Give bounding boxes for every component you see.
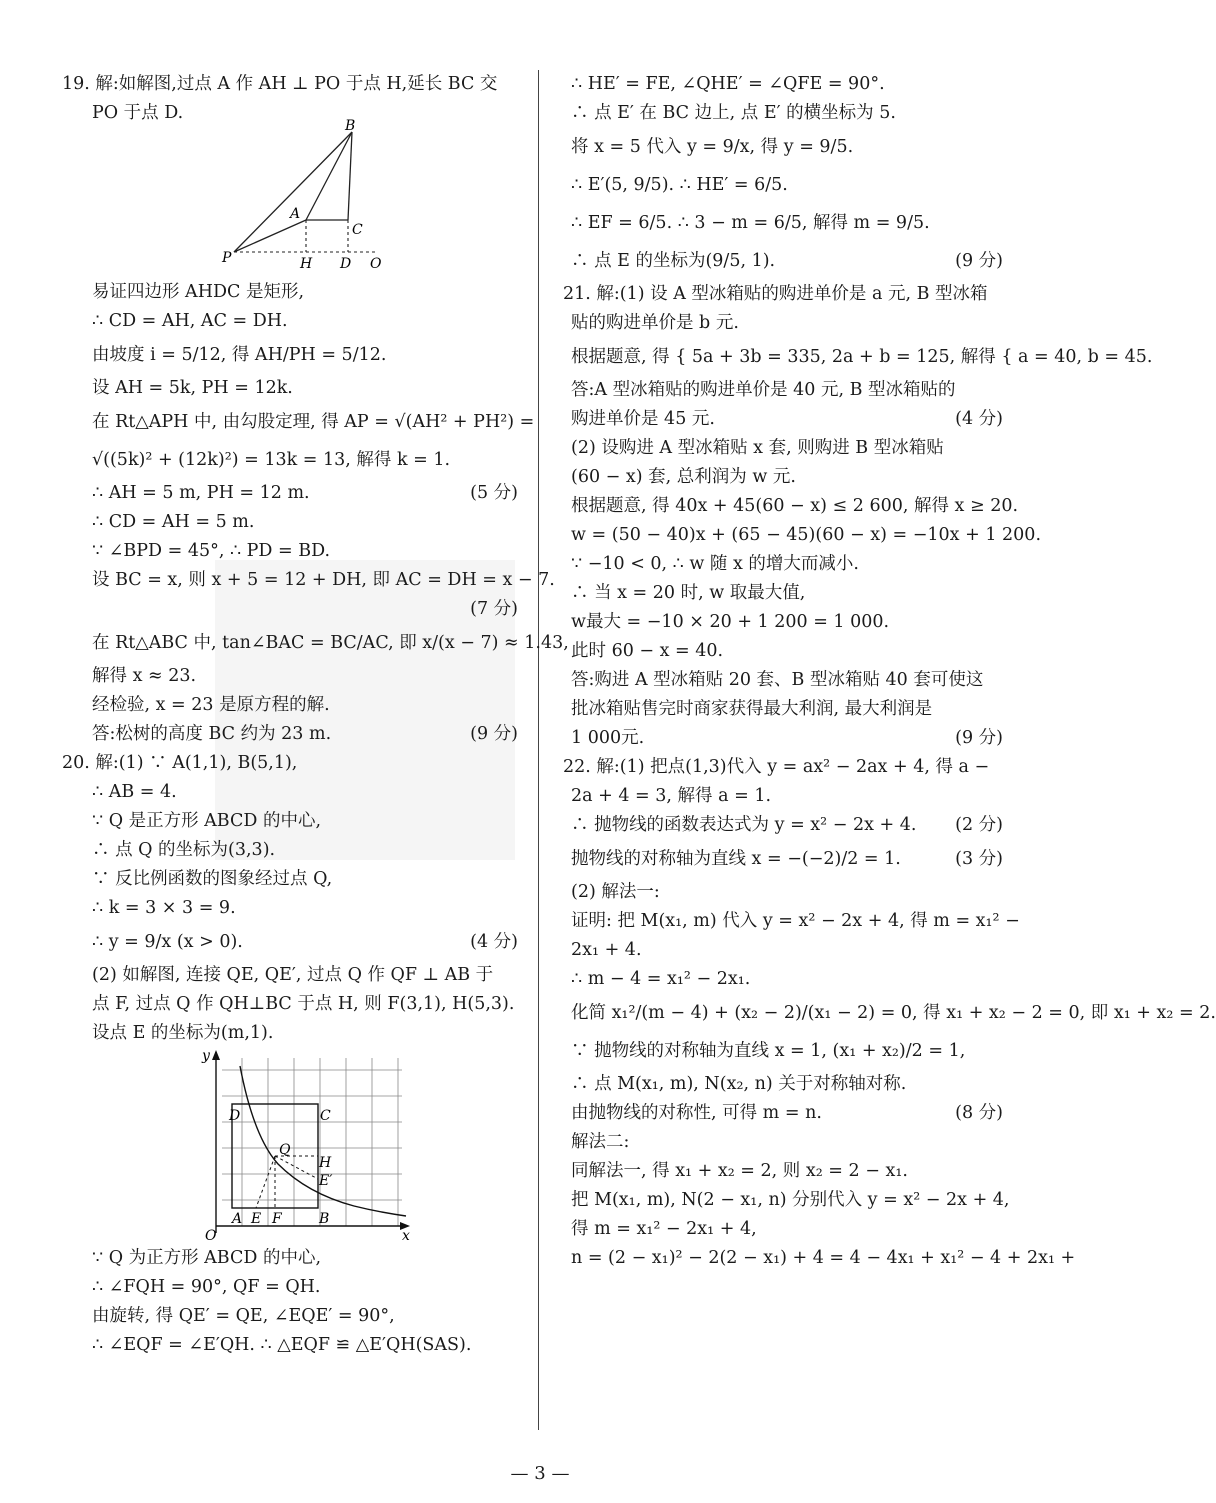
q20-line: ∴ 点 Q 的坐标为(3,3). bbox=[92, 840, 276, 860]
q21-line bbox=[563, 405, 1003, 434]
q21-line: ∴ 当 x = 20 时, w 取最大值, bbox=[571, 583, 806, 603]
fig19-label: O bbox=[370, 256, 382, 272]
q22-line: 把 M(x₁, m), N(2 − x₁, n) 分别代入 y = x² − 2x + 4, bbox=[571, 1190, 1010, 1210]
q20-line: ∴ k = 3 × 3 = 9. bbox=[92, 898, 236, 918]
score-badge: (9 分) bbox=[955, 728, 1003, 748]
q22-line: 22. 解:(1) 把点(1,3)代入 y = ax² − 2ax + 4, 得 a − bbox=[563, 757, 990, 777]
fig20-label: D bbox=[229, 1108, 241, 1124]
q20-line: 由旋转, 得 QE′ = QE, ∠EQE′ = 90°, bbox=[92, 1306, 395, 1326]
q20-line: ∴ HE′ = FE, ∠QHE′ = ∠QFE = 90°. bbox=[571, 74, 885, 94]
q19-line: ∵ ∠BPD = 45°, ∴ PD = BD. bbox=[92, 541, 331, 561]
q20-line: ∴ ∠EQF = ∠E′QH. ∴ △EQF ≌ △E′QH(SAS). bbox=[92, 1335, 472, 1355]
figure-19 bbox=[62, 118, 518, 278]
q22-line bbox=[563, 1099, 1003, 1128]
q22-line bbox=[563, 811, 1003, 840]
q22-line: 同解法一, 得 x₁ + x₂ = 2, 则 x₂ = 2 − x₁. bbox=[571, 1161, 908, 1181]
q22-line bbox=[563, 840, 1003, 878]
q19-line: 易证四边形 AHDC 是矩形, bbox=[92, 282, 305, 302]
fig19-label: B bbox=[345, 118, 356, 134]
fig19-label: H bbox=[300, 256, 313, 272]
q22-text: 由抛物线的对称性, 可得 m = n. bbox=[571, 1103, 822, 1123]
fig20-label: E′ bbox=[319, 1173, 333, 1189]
q20-line: 点 F, 过点 Q 作 QH⊥BC 于点 H, 则 F(3,1), H(5,3). bbox=[92, 994, 515, 1014]
score-badge: (7 分) bbox=[470, 599, 518, 619]
q22-line: 2x₁ + 4. bbox=[571, 940, 642, 960]
q19-line: ∴ CD = AH = 5 m. bbox=[92, 512, 255, 532]
q22-line: 化简 x₁²/(m − 4) + (x₂ − 2)/(x₁ − 2) = 0, 得 x₁ + x₂ − 2 = 0, 即 x₁ + x₂ = 2. bbox=[571, 1003, 1216, 1023]
q20-line: ∵ 反比例函数的图象经过点 Q, bbox=[92, 869, 333, 889]
q19-line: 在 Rt△ABC 中, tan∠BAC = BC/AC, 即 x/(x − 7) ≈ 1.43, bbox=[92, 633, 569, 653]
column-divider bbox=[538, 70, 539, 1430]
q20-line: ∴ ∠FQH = 90°, QF = QH. bbox=[92, 1277, 321, 1297]
q22-text: 抛物线的对称轴为直线 x = −(−2)/2 = 1. bbox=[571, 849, 901, 869]
q19-line: 解得 x ≈ 23. bbox=[92, 666, 197, 686]
q22-line: 解法二: bbox=[571, 1132, 630, 1152]
fig20-label: C bbox=[320, 1108, 331, 1124]
q20-line: 将 x = 5 代入 y = 9/x, 得 y = 9/5. bbox=[571, 137, 854, 157]
q20-line: ∴ E′(5, 9/5). ∴ HE′ = 6/5. bbox=[571, 175, 788, 195]
q19-line: √((5k)² + (12k)²) = 13k = 13, 解得 k = 1. bbox=[92, 450, 451, 470]
q21-line: 根据题意, 得 40x + 45(60 − x) ≤ 2 600, 解得 x ≥ 20. bbox=[571, 496, 1019, 516]
q20-line bbox=[563, 242, 1003, 280]
score-badge: (9 分) bbox=[955, 251, 1003, 271]
q22-line: (2) 解法一: bbox=[571, 882, 660, 902]
fig20-label: y bbox=[202, 1048, 210, 1064]
fig20-label: O bbox=[205, 1228, 217, 1244]
q20-text: ∴ 点 E 的坐标为(9/5, 1). bbox=[571, 251, 776, 271]
q21-line: 21. 解:(1) 设 A 型冰箱贴的购进单价是 a 元, B 型冰箱 bbox=[563, 284, 988, 304]
q19-line bbox=[62, 595, 518, 624]
q22-line: ∵ 抛物线的对称轴为直线 x = 1, (x₁ + x₂)/2 = 1, bbox=[571, 1041, 966, 1061]
q20-line: ∵ Q 为正方形 ABCD 的中心, bbox=[92, 1248, 322, 1268]
q20-line: ∴ 点 E′ 在 BC 边上, 点 E′ 的横坐标为 5. bbox=[571, 103, 896, 123]
q22-line: ∴ m − 4 = x₁² − 2x₁. bbox=[571, 969, 751, 989]
q19-line: 在 Rt△APH 中, 由勾股定理, 得 AP = √(AH² + PH²) = bbox=[92, 412, 535, 432]
q21-line bbox=[563, 724, 1003, 753]
q21-line: w = (50 − 40)x + (65 − 45)(60 − x) = −10x + 1 200. bbox=[571, 525, 1042, 545]
q21-line: 根据题意, 得 { 5a + 3b = 335, 2a + b = 125, 解得 { a = 40, b = 45. bbox=[571, 347, 1153, 367]
figure-20-svg bbox=[62, 1048, 518, 1244]
score-badge: (8 分) bbox=[955, 1103, 1003, 1123]
fig20-label: Q bbox=[279, 1142, 291, 1158]
q19-line: 由坡度 i = 5/12, 得 AH/PH = 5/12. bbox=[92, 345, 387, 365]
q21-line: 此时 60 − x = 40. bbox=[571, 641, 724, 661]
q20-text: ∴ y = 9/x (x > 0). bbox=[92, 932, 243, 952]
q22-line: 证明: 把 M(x₁, m) 代入 y = x² − 2x + 4, 得 m = x₁² − bbox=[571, 911, 1020, 931]
q21-text: 购进单价是 45 元. bbox=[571, 409, 715, 429]
fig20-label: E bbox=[251, 1211, 262, 1227]
fig20-label: B bbox=[319, 1211, 330, 1227]
q21-line: ∵ −10 < 0, ∴ w 随 x 的增大而减小. bbox=[571, 554, 859, 574]
fig19-label: A bbox=[290, 206, 301, 222]
fig20-label: A bbox=[232, 1211, 243, 1227]
q21-line: 答:A 型冰箱贴的购进单价是 40 元, B 型冰箱贴的 bbox=[571, 380, 956, 400]
fig20-label: x bbox=[402, 1228, 410, 1244]
q21-text: 1 000元. bbox=[571, 728, 645, 748]
fig20-label: F bbox=[272, 1211, 282, 1227]
q21-line: w最大 = −10 × 20 + 1 200 = 1 000. bbox=[571, 612, 890, 632]
q20-line: 20. 解:(1) ∵ A(1,1), B(5,1), bbox=[62, 753, 298, 773]
q21-line: 答:购进 A 型冰箱贴 20 套、B 型冰箱贴 40 套可使这 bbox=[571, 670, 984, 690]
fig20-label: H bbox=[319, 1155, 332, 1171]
q19-line: 设 AH = 5k, PH = 12k. bbox=[92, 378, 293, 398]
fig19-label: P bbox=[222, 250, 232, 266]
q22-line: 2a + 4 = 3, 解得 a = 1. bbox=[571, 786, 772, 806]
score-badge: (4 分) bbox=[470, 932, 518, 952]
q22-text: ∴ 抛物线的函数表达式为 y = x² − 2x + 4. bbox=[571, 815, 917, 835]
page-number: — 3 — bbox=[510, 1463, 570, 1484]
right-column bbox=[563, 70, 1216, 1273]
fig19-label: D bbox=[340, 256, 352, 272]
q22-line: n = (2 − x₁)² − 2(2 − x₁) + 4 = 4 − 4x₁ + x₁² − 4 + 2x₁ + bbox=[571, 1248, 1076, 1268]
left-column bbox=[62, 70, 569, 1360]
q19-line: 设 BC = x, 则 x + 5 = 12 + DH, 即 AC = DH = x − 7. bbox=[92, 570, 555, 590]
figure-20 bbox=[62, 1048, 518, 1244]
q19-line: ∴ CD = AH, AC = DH. bbox=[92, 311, 288, 331]
q19-line: 经检验, x = 23 是原方程的解. bbox=[92, 695, 330, 715]
q21-line: (2) 设购进 A 型冰箱贴 x 套, 则购进 B 型冰箱贴 bbox=[571, 438, 944, 458]
q20-line: ∴ EF = 6/5. ∴ 3 − m = 6/5, 解得 m = 9/5. bbox=[571, 213, 930, 233]
q19-line bbox=[62, 720, 518, 749]
q20-line: (2) 如解图, 连接 QE, QE′, 过点 Q 作 QF ⊥ AB 于 bbox=[92, 965, 494, 985]
score-badge: (5 分) bbox=[470, 483, 518, 503]
fig19-label: C bbox=[352, 222, 363, 238]
q20-line: ∴ AB = 4. bbox=[92, 782, 177, 802]
score-badge: (2 分) bbox=[955, 815, 1003, 835]
q22-line: ∴ 点 M(x₁, m), N(x₂, n) 关于对称轴对称. bbox=[571, 1074, 907, 1094]
q20-line: ∵ Q 是正方形 ABCD 的中心, bbox=[92, 811, 322, 831]
q22-line: 得 m = x₁² − 2x₁ + 4, bbox=[571, 1219, 757, 1239]
q21-line: 批冰箱贴售完时商家获得最大利润, 最大利润是 bbox=[571, 699, 933, 719]
q19-line: 19. 解:如解图,过点 A 作 AH ⊥ PO 于点 H,延长 BC 交 bbox=[62, 74, 498, 94]
q19-line: PO 于点 D. bbox=[92, 103, 184, 123]
score-badge: (3 分) bbox=[955, 849, 1003, 869]
score-badge: (4 分) bbox=[955, 409, 1003, 429]
q19-line bbox=[62, 479, 518, 508]
q21-line: 贴的购进单价是 b 元. bbox=[571, 313, 739, 333]
q20-line bbox=[62, 923, 518, 961]
q21-line: (60 − x) 套, 总利润为 w 元. bbox=[571, 467, 796, 487]
q20-line: 设点 E 的坐标为(m,1). bbox=[92, 1023, 274, 1043]
q19-text: ∴ AH = 5 m, PH = 12 m. bbox=[92, 483, 310, 503]
figure-19-svg bbox=[62, 118, 518, 278]
q19-text: 答:松树的高度 BC 约为 23 m. bbox=[92, 724, 332, 744]
score-badge: (9 分) bbox=[470, 724, 518, 744]
